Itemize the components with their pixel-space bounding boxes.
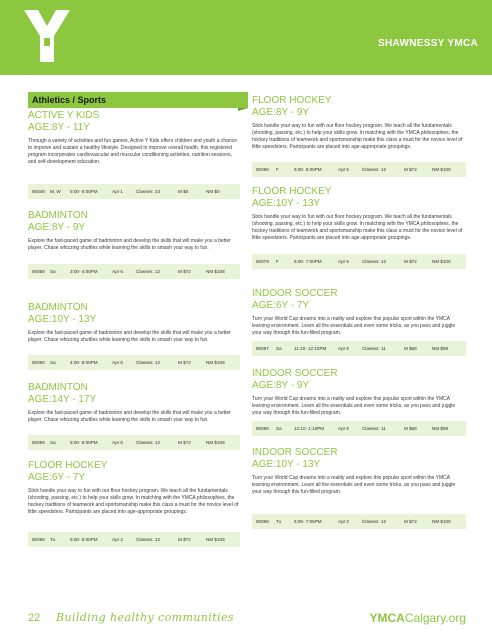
program-title: INDOOR SOCCER — [252, 288, 338, 299]
page-number: 22 — [28, 612, 41, 624]
program-age: AGE:8Y - 11Y — [28, 122, 90, 133]
program-description: Turn your World Cup dreams into a reality and explore this popular sport within the YMCA learning environment. Learn all the essentials and even some tricks, as you pass and juggle your way through this fun-filled program. — [252, 316, 456, 336]
schedule-start: Apr 6 — [112, 269, 123, 274]
schedule-start: Apr 6 — [112, 360, 123, 365]
program-description: Stick handle your way to fun with our floor hockey program. We teach all the fundamentals (shooting, passing, etc.) to help your skills grow. In matching with the YMCA philosophies, the hockey traditions of teamwork and sportsmanship make this class a must for the novice level of little speedsters. Participants are placed into age-appropriate groupings. — [252, 214, 463, 241]
schedule-nonmember-price: NM $108 — [206, 360, 225, 365]
category-banner — [28, 92, 240, 108]
schedule-code: 80088 — [256, 167, 269, 172]
branch-title: SHAWNESSY YMCA — [378, 38, 478, 49]
page-header — [0, 0, 492, 75]
schedule-start: Apr 5 — [338, 259, 349, 264]
program-entry — [28, 302, 240, 344]
schedule-start: Apr 6 — [112, 440, 123, 445]
schedule-day: Sa — [276, 426, 282, 431]
program-age: AGE:8Y - 9Y — [28, 222, 86, 233]
schedule-code: 80099 — [256, 519, 269, 524]
program-description: Explore the fast-paced game of badminton and develop the skills that will make you a better player. Chase whizzing shuttles while learning the skills to smash your way to fun. — [28, 238, 231, 251]
schedule-row — [28, 264, 240, 279]
schedule-row — [252, 421, 466, 436]
program-title: BADMINTON — [28, 302, 88, 313]
schedule-code: 80060 — [32, 360, 45, 365]
program-entry — [252, 95, 466, 151]
program-description: Turn your World Cup dreams into a reality and explore this popular sport within the YMCA learning environment. Learn all the essentials and even some tricks, as you pass and juggle your way through this fun-filled program. — [252, 475, 456, 495]
program-description: Stick handle your way to fun with our floor hockey program. We teach all the fundamentals (shooting, passing, etc.) to help your skills grow. In matching with the YMCA philosophies, the hockey traditions of teamwork and sportsmanship make this class a must for the novice level of little speedsters. Participants are placed into age-appropriate groupings. — [252, 123, 463, 150]
schedule-day: Sa — [50, 269, 56, 274]
schedule-code: 80059 — [32, 440, 45, 445]
program-description: Stick handle your way to fun with our floor hockey program. We teach all the fundamentals (shooting, passing, etc.) to help your skills grow. In matching with the YMCA philosophies, the hockey traditions of teamwork and sportsmanship make this class a must for the novice level of little speedsters. Participants are placed into age-appropriate groupings. — [28, 488, 239, 515]
schedule-row — [252, 514, 466, 529]
schedule-nonmember-price: NM $108 — [206, 440, 225, 445]
schedule-day: F — [276, 259, 279, 264]
schedule-member-price: M $72 — [178, 360, 191, 365]
schedule-classes: Classes: 12 — [136, 269, 161, 274]
schedule-time: 5:00- 6:00PM — [70, 537, 98, 542]
schedule-time: 6:00- 7:00PM — [294, 259, 322, 264]
program-entry — [252, 186, 466, 242]
ymca-y-logo-icon — [22, 8, 72, 64]
schedule-start: Apr 5 — [338, 167, 349, 172]
program-age: AGE:6Y - 7Y — [28, 472, 86, 483]
schedule-classes: Classes: 12 — [362, 259, 387, 264]
program-title: ACTIVE Y KIDS — [28, 110, 100, 121]
program-description: Turn your World Cup dreams into a reality and explore this popular sport within the YMCA learning environment. Learn all the essentials and even some tricks, as you pass and juggle your way through this fun-filled program. — [252, 396, 456, 416]
program-entry — [28, 210, 240, 252]
program-entry — [252, 447, 466, 496]
schedule-nonmember-price: NM $108 — [206, 269, 225, 274]
schedule-nonmember-price: NM $108 — [206, 537, 225, 542]
schedule-code: 80058 — [32, 269, 45, 274]
schedule-nonmember-price: NM $108 — [432, 259, 451, 264]
schedule-row — [252, 162, 466, 177]
program-entry — [28, 460, 240, 516]
program-age: AGE:6Y - 7Y — [252, 300, 310, 311]
schedule-row — [28, 184, 240, 199]
program-age: AGE:14Y - 17Y — [28, 394, 97, 405]
footer-website-domain: Calgary.org — [404, 611, 466, 625]
schedule-time: 5:00- 6:00PM — [70, 440, 98, 445]
program-age: AGE:8Y - 9Y — [252, 107, 310, 118]
schedule-row — [28, 532, 240, 547]
program-title: FLOOR HOCKEY — [28, 460, 108, 471]
schedule-day: Tu — [276, 519, 282, 524]
left-column — [28, 92, 240, 542]
schedule-start: Apr 2 — [112, 537, 123, 542]
schedule-nonmember-price: NM $108 — [432, 519, 451, 524]
program-title: FLOOR HOCKEY — [252, 95, 332, 106]
schedule-member-price: M $72 — [178, 440, 191, 445]
program-entry — [28, 110, 240, 166]
schedule-time: 5:00- 6:00PM — [70, 189, 98, 194]
schedule-day: Tu — [50, 537, 56, 542]
schedule-member-price: M $66 — [404, 426, 417, 431]
program-description: Through a variety of activities and fun games, Active Y Kids offers children and youth a chance to improve and sustain a healthy lifestyle. Designed to improve overall health, this registered program incorporates cardiovascular and muscular conditioning activities, nutrition sessions, and self-development education. — [28, 138, 238, 165]
schedule-classes: Classes: 12 — [362, 167, 387, 172]
program-age: AGE:10Y - 13Y — [28, 314, 97, 325]
schedule-member-price: M $72 — [404, 167, 417, 172]
category-tab-decoration — [238, 92, 248, 108]
schedule-day: Sa — [276, 346, 282, 351]
footer-website[interactable] — [370, 611, 466, 625]
schedule-member-price: M $72 — [178, 537, 191, 542]
program-age: AGE:10Y - 13Y — [252, 198, 321, 209]
schedule-classes: Classes: 11 — [362, 426, 386, 431]
program-title: INDOOR SOCCER — [252, 447, 338, 458]
schedule-start: Apr 6 — [338, 346, 349, 351]
schedule-time: 12:10- 1:10PM — [294, 426, 325, 431]
schedule-classes: Classes: 12 — [136, 360, 161, 365]
schedule-time: 5:00- 6:00PM — [294, 167, 322, 172]
schedule-row — [28, 435, 240, 450]
schedule-nonmember-price: NM $0 — [206, 189, 220, 194]
schedule-nonmember-price: NM $108 — [432, 167, 451, 172]
schedule-code: 80098 — [256, 426, 269, 431]
program-title: BADMINTON — [28, 210, 88, 221]
schedule-start: Apr 6 — [338, 426, 349, 431]
schedule-classes: Classes: 23 — [136, 189, 161, 194]
schedule-member-price: M $72 — [178, 269, 191, 274]
schedule-time: 11:10- 12:10PM — [294, 346, 327, 351]
schedule-code: 80048 — [32, 189, 45, 194]
schedule-classes: Classes: 11 — [362, 346, 386, 351]
program-title: BADMINTON — [28, 382, 88, 393]
schedule-code: 80097 — [256, 346, 269, 351]
program-description: Explore the fast-paced game of badminton and develop the skills that will make you a better player. Chase whizzing shuttles while learning the skills to smash your way to fun. — [28, 410, 231, 423]
schedule-classes: Classes: 12 — [136, 537, 161, 542]
schedule-nonmember-price: NM $99 — [432, 426, 449, 431]
footer-website-bold: YMCA — [369, 611, 405, 625]
schedule-classes: Classes: 12 — [362, 519, 387, 524]
schedule-start: Apr 1 — [112, 189, 123, 194]
program-entry — [252, 368, 466, 417]
program-age: AGE:10Y - 13Y — [252, 459, 321, 470]
schedule-row — [252, 254, 466, 269]
program-title: INDOOR SOCCER — [252, 368, 338, 379]
schedule-member-price: M $72 — [404, 259, 417, 264]
category-label: Athletics / Sports — [32, 95, 107, 105]
schedule-classes: Classes: 12 — [136, 440, 161, 445]
schedule-day: M, W — [50, 189, 61, 194]
program-entry — [252, 288, 466, 337]
schedule-time: 4:00- 5:00PM — [70, 360, 98, 365]
schedule-start: Apr 2 — [338, 519, 349, 524]
schedule-member-price: M $0 — [178, 189, 189, 194]
schedule-row — [252, 341, 466, 356]
program-description: Explore the fast-paced game of badminton and develop the skills that will make you a better player. Chase whizzing shuttles while learning the skills to smash your way to fun. — [28, 330, 231, 343]
schedule-day: F — [276, 167, 279, 172]
schedule-time: 6:05- 7:05PM — [294, 519, 322, 524]
schedule-day: Sa — [50, 440, 56, 445]
program-entry — [28, 382, 240, 424]
program-age: AGE:8Y - 9Y — [252, 380, 310, 391]
schedule-nonmember-price: NM $99 — [432, 346, 449, 351]
schedule-row — [28, 355, 240, 370]
schedule-time: 3:00- 4:00PM — [70, 269, 98, 274]
schedule-code: 80079 — [256, 259, 269, 264]
program-title: FLOOR HOCKEY — [252, 186, 332, 197]
schedule-member-price: M $66 — [404, 346, 417, 351]
schedule-day: Sa — [50, 360, 56, 365]
schedule-code: 80089 — [32, 537, 45, 542]
footer-tagline: Building healthy communities — [56, 611, 234, 624]
schedule-member-price: M $72 — [404, 519, 417, 524]
